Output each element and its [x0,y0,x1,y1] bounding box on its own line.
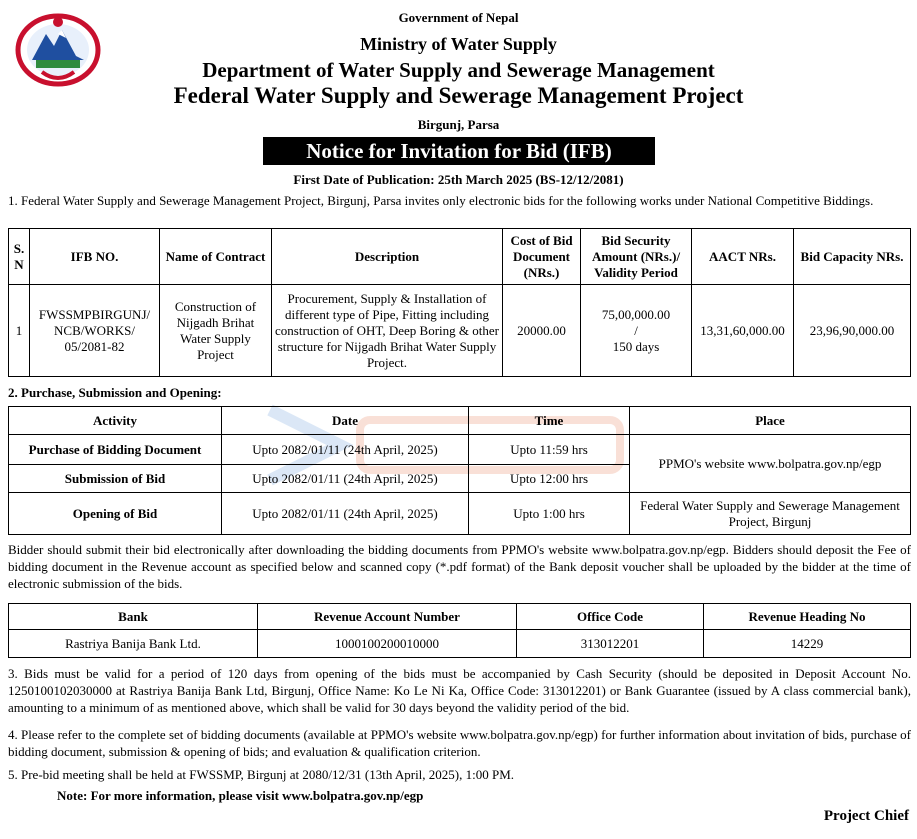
col-time: Time [469,407,630,435]
section1-text: 1. Federal Water Supply and Sewerage Management Project, Birgunj, Parsa invites only electronic bids for the following works under National Competitive Biddings. [8,193,874,208]
col-description: Description [272,229,503,285]
publication-date: First Date of Publication: 25th March 2025 (BS-12/12/2081) [293,172,624,187]
table-row [9,435,911,465]
point-5: 5. Pre-bid meeting shall be held at FWSSMP, Birgunj at 2080/12/31 (13th April, 2025), 1:00 PM. [8,767,515,782]
notice-title: Notice for Invitation for Bid (IFB) [263,137,655,165]
ifb-table [8,228,911,377]
table-row [9,630,911,658]
cell-aact: 13,31,60,000.00 [692,285,794,377]
cell-capacity: 23,96,90,000.00 [794,285,911,377]
cell-activity: Opening of Bid [9,493,222,535]
point-3: 3. Bids must be valid for a period of 120 days from opening of the bids must be accompanied by Cash Security (should be deposited in Deposit Account No. 1250100102030000 at Rastriya Banija Bank Ltd, Birgunj, Office Name: Ko Le Ni Ka, Office Code: 313012201) or Bank Guarantee (issued by A class commercial bank), amounting to a minimum of as mentioned above, which shall be valid for 30 days beyond the validity period of the bid. [8,666,911,715]
col-aact: AACT NRs. [692,229,794,285]
table-row [9,285,911,377]
cell-activity: Submission of Bid [9,465,222,493]
cell-time: Upto 1:00 hrs [469,493,630,535]
department-label: Department of Water Supply and Sewerage Management [202,58,715,82]
col-office-code: Office Code [517,604,704,630]
bank-table [8,603,911,658]
security-separator: / [634,322,638,338]
cell-contract: Construction of Nijgadh Brihat Water Supply Project [160,285,272,377]
col-sn: S. N [9,229,30,285]
location-label: Birgunj, Parsa [417,117,500,132]
cell-time: Upto 12:00 hrs [469,465,630,493]
cell-date: Upto 2082/01/11 (24th April, 2025) [222,435,469,465]
col-heading: Revenue Heading No [704,604,911,630]
col-activity: Activity [9,407,222,435]
point-4: 4. Please refer to the complete set of bidding documents (available at PPMO's website www.bolpatra.gov.np/egp) for further information about invitation of bids, purchase of bidding document, submission & opening of bids; and evaluation & qualification criterion. [8,727,911,759]
cell-time: Upto 11:59 hrs [469,435,630,465]
col-place: Place [630,407,911,435]
validity-period: 150 days [612,338,660,354]
signature-label: Project Chief [823,808,909,824]
cell-security [581,285,692,377]
cell-date: Upto 2082/01/11 (24th April, 2025) [222,465,469,493]
col-contract: Name of Contract [160,229,272,285]
col-account: Revenue Account Number [258,604,517,630]
cell-activity: Purchase of Bidding Document [9,435,222,465]
project-title: Federal Water Supply and Sewerage Management Project [173,83,744,108]
cell-ifb-no: FWSSMPBIRGUNJ/ NCB/WORKS/ 05/2081-82 [30,285,160,377]
col-date: Date [222,407,469,435]
col-ifb-no: IFB NO. [30,229,160,285]
table-row [9,493,911,535]
col-cost: Cost of Bid Document (NRs.) [503,229,581,285]
section2-heading: 2. Purchase, Submission and Opening: [8,385,222,400]
cell-sn: 1 [9,285,30,377]
schedule-table [8,406,911,535]
cell-cost: 20000.00 [503,285,581,377]
cell-heading: 14229 [704,630,911,658]
cell-place-office: Federal Water Supply and Sewerage Management Project, Birgunj [630,493,911,535]
more-info-note: Note: For more information, please visit www.bolpatra.gov.np/egp [57,788,424,803]
government-label: Government of Nepal [398,10,519,25]
bidder-note: Bidder should submit their bid electronically after downloading the bidding documents from PPMO's website www.bolpatra.gov.np/egp. Bidders should deposit the Fee of bidding document in the Revenue account as specified below and scanned copy (*.pdf format) of the Bank deposit voucher shall be uploaded by the bidder at the time of electronic submission of the bids. [8,542,911,591]
cell-place-online: PPMO's website www.bolpatra.gov.np/egp [630,435,911,493]
col-security: Bid Security Amount (NRs.)/ Validity Period [581,229,692,285]
cell-bank: Rastriya Banija Bank Ltd. [9,630,258,658]
security-amount: 75,00,000.00 [601,306,671,322]
ministry-label: Ministry of Water Supply [360,34,557,54]
col-capacity: Bid Capacity NRs. [794,229,911,285]
cell-office-code: 313012201 [517,630,704,658]
cell-date: Upto 2082/01/11 (24th April, 2025) [222,493,469,535]
cell-account: 1000100200010000 [258,630,517,658]
col-bank: Bank [9,604,258,630]
cell-description: Procurement, Supply & Installation of different type of Pipe, Fitting including construction of OHT, Deep Boring & other structure for Nijgadh Brihat Water Supply Project. [272,285,503,377]
